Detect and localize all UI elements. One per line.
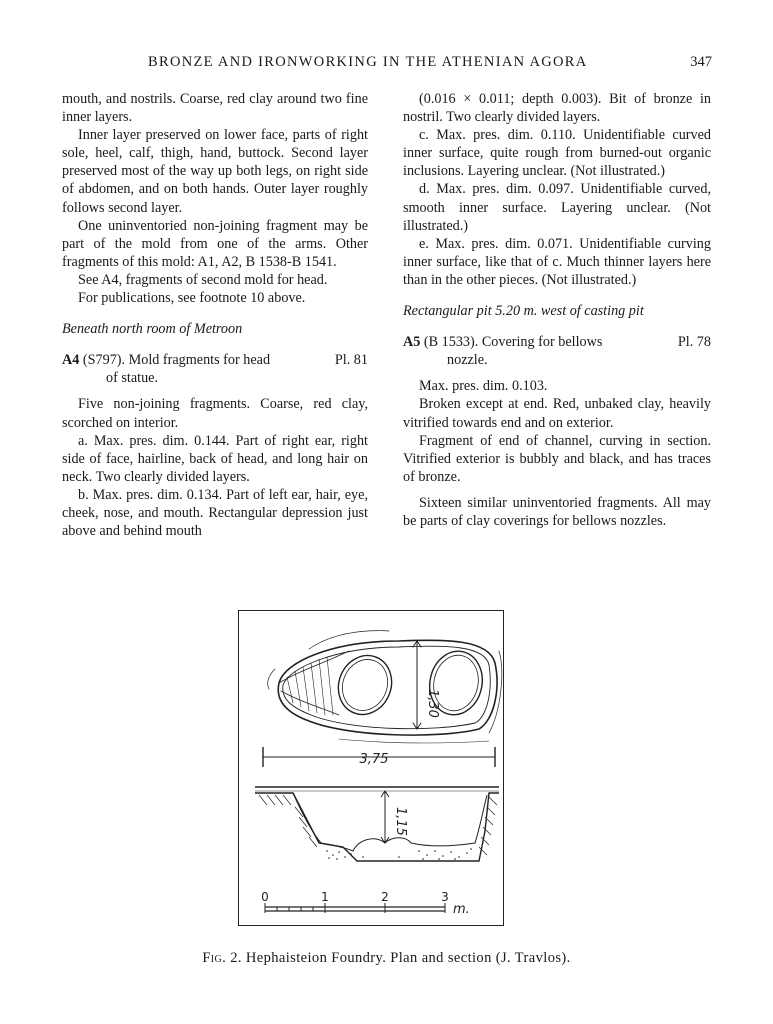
paragraph: a. Max. pres. dim. 0.144. Part of right ear, right side of face, hairline, back of head, and long hair on neck. Two clearly divided layers.: [62, 432, 368, 485]
paragraph: Broken except at end. Red, unbaked clay, heavily vitrified towards end and on exterior.: [403, 396, 711, 431]
scale-tick-1: 1: [321, 890, 329, 904]
section-depth-label: 1,15: [393, 807, 408, 836]
paragraph: Max. pres. dim. 0.103.: [419, 378, 548, 395]
page-number: 347: [690, 54, 712, 70]
figure-label: Fig. 2.: [202, 950, 242, 966]
catalog-id: A4: [62, 352, 80, 369]
figure-caption-text: Hephaisteion Foundry. Plan and section (J. Travlos).: [245, 950, 571, 966]
right-column: [403, 90, 711, 530]
paragraph: (0.016 × 0.011; depth 0.003). Bit of bronze in nostril. Two clearly divided layers.: [403, 91, 711, 126]
running-header: [62, 54, 712, 74]
catalog-description: (B 1533). Covering for bellows: [423, 334, 603, 351]
catalog-entry-continuation: nozzle.: [447, 352, 488, 369]
section-fill-stipple: [326, 848, 472, 860]
section-heading: Rectangular pit 5.20 m. west of casting pit: [403, 303, 644, 320]
scale-bar: [265, 903, 445, 913]
left-column: [62, 90, 368, 540]
paragraph: e. Max. pres. dim. 0.071. Unidentifiable curving inner surface, like that of c. Much thinner layers here than in the other pieces. (Not illustrated.): [403, 235, 711, 288]
catalog-description: (S797). Mold fragments for head: [82, 352, 271, 369]
catalog-entry-text: [62, 351, 270, 369]
figure-caption: [0, 950, 773, 967]
plate-reference: Pl. 81: [334, 352, 368, 369]
paragraph: One uninventoried non-joining fragment may be part of the mold from one of the arms. Other fragments of this mold: A1, A2, B 1538-B 1541.: [62, 217, 368, 270]
paragraph: Sixteen similar uninventoried fragments. All may be parts of clay coverings for bellows nozzles.: [403, 494, 711, 529]
paragraph: Fragment of end of channel, curving in section. Vitrified exterior is bubbly and black, and has traces of bronze.: [403, 432, 711, 485]
section-heading: Beneath north room of Metroon: [62, 321, 243, 338]
plan-width-label: 3,75: [359, 752, 389, 767]
running-title: BRONZE AND IRONWORKING IN THE ATHENIAN AGORA: [148, 54, 588, 70]
plan-height-label: 1,30: [425, 689, 440, 718]
catalog-id: A5: [403, 334, 421, 351]
paragraph: Inner layer preserved on lower face, parts of right sole, heel, calf, thigh, hand, buttock. Second layer preserved most of the way up both legs, on right side of abdomen, and on both hands. Outer layer roughly follows second layer.: [62, 127, 368, 216]
paragraph: b. Max. pres. dim. 0.134. Part of left ear, hair, eye, cheek, nose, and mouth. Rectangular depression just above and behind mouth: [62, 486, 368, 540]
figure-plan-and-section: [238, 610, 504, 926]
paragraph: d. Max. pres. dim. 0.097. Unidentifiable curved, smooth inner surface. Layering unclear. (Not illustrated.): [403, 181, 711, 234]
catalog-entry-title: [62, 351, 368, 369]
scale-unit: m.: [453, 902, 470, 917]
paragraph: Five non-joining fragments. Coarse, red clay, scorched on interior.: [62, 396, 368, 431]
scale-tick-2: 2: [381, 890, 389, 904]
figure-drawing: [239, 611, 505, 927]
scale-tick-3: 3: [441, 890, 449, 904]
catalog-entry-title: [403, 333, 711, 351]
plan-view: [268, 631, 502, 743]
paragraph: For publications, see footnote 10 above.: [78, 290, 306, 307]
paragraph: c. Max. pres. dim. 0.110. Unidentifiable curved inner surface, quite rough from burned-out organic inclusions. Layering unclear. (Not illustrated.): [403, 127, 711, 180]
catalog-entry-continuation: of statue.: [106, 370, 159, 387]
catalog-entry-text: [403, 333, 602, 351]
paragraph: See A4, fragments of second mold for head.: [78, 271, 328, 288]
paragraph: mouth, and nostrils. Coarse, red clay around two fine inner layers.: [62, 91, 368, 126]
scale-tick-0: 0: [261, 890, 269, 904]
section-view: [255, 787, 499, 861]
plate-reference: Pl. 78: [677, 334, 711, 351]
